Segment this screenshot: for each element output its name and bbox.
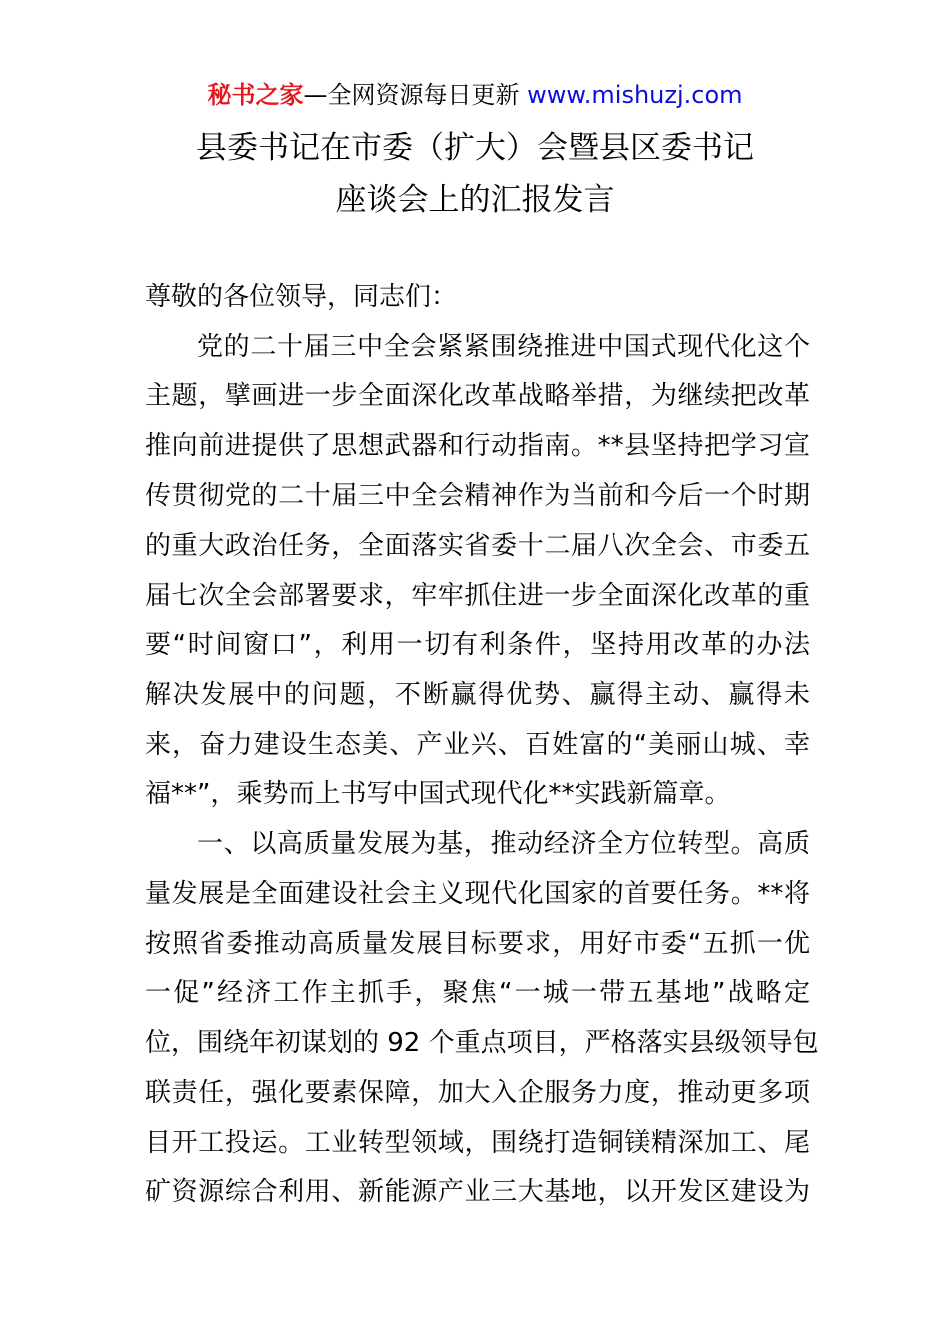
paragraph-line: 来，奋力建设生态美、产业兴、百姓富的“美丽山城、幸 xyxy=(145,730,810,760)
paragraph-line: 的重大政治任务，全面落实省委十二届八次全会、市委五 xyxy=(145,531,810,561)
salutation: 尊敬的各位领导，同志们： xyxy=(145,282,458,312)
paragraph-line: 目开工投运。工业转型领域，围绕打造铜镁精深加工、尾 xyxy=(145,1128,810,1158)
paragraph-line: 按照省委推动高质量发展目标要求，用好市委“五抓一优 xyxy=(145,929,810,959)
site-url-link[interactable]: www.mishuzj.com xyxy=(527,81,743,109)
paragraph-line: 推向前进提供了思想武器和行动指南。**县坚持把学习宣 xyxy=(145,431,810,461)
paragraph-line: 福**”，乘势而上书写中国式现代化**实践新篇章。 xyxy=(145,779,731,809)
paragraph-line: 届七次全会部署要求，牢牢抓住进一步全面深化改革的重 xyxy=(145,581,810,611)
paragraph-line: 位，围绕年初谋划的 92 个重点项目，严格落实县级领导包 xyxy=(145,1028,819,1058)
paragraph-line: 一促”经济工作主抓手，聚焦“一城一带五基地”战略定 xyxy=(145,978,810,1008)
document-title-line-1: 县委书记在市委（扩大）会暨县区委书记 xyxy=(196,130,754,166)
paragraph-line: 要“时间窗口”，利用一切有利条件，坚持用改革的办法 xyxy=(145,630,810,660)
paragraph-line: 党的二十届三中全会紧紧围绕推进中国式现代化这个 xyxy=(197,332,810,362)
header-tagline: —全网资源每日更新 xyxy=(303,81,520,109)
site-header xyxy=(0,78,950,112)
paragraph-line: 解决发展中的问题，不断赢得优势、赢得主动、赢得未 xyxy=(145,680,810,710)
paragraph-line: 一、以高质量发展为基，推动经济全方位转型。高质 xyxy=(197,829,810,859)
paragraph-line: 主题，擘画进一步全面深化改革战略举措，为继续把改革 xyxy=(145,381,810,411)
paragraph-line: 联责任，强化要素保障，加大入企服务力度，推动更多项 xyxy=(145,1078,810,1108)
brand-name: 秘书之家 xyxy=(207,81,304,109)
document-title-line-2: 座谈会上的汇报发言 xyxy=(335,182,615,218)
paragraph-line: 量发展是全面建设社会主义现代化国家的首要任务。**将 xyxy=(145,879,810,909)
paragraph-line: 传贯彻党的二十届三中全会精神作为当前和今后一个时期 xyxy=(145,481,810,511)
paragraph-line: 矿资源综合利用、新能源产业三大基地，以开发区建设为 xyxy=(145,1177,810,1207)
